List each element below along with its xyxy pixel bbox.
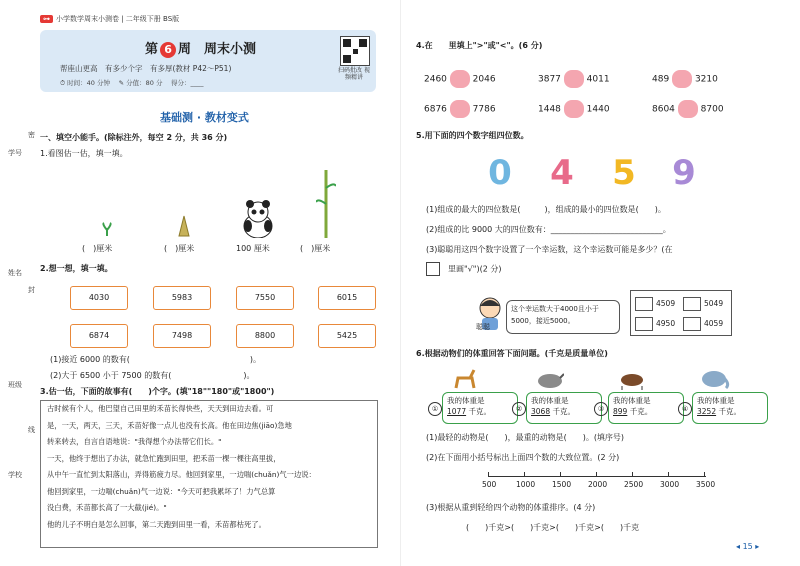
paw-blank[interactable] (564, 100, 584, 118)
score-field[interactable]: 得分：____ (171, 79, 204, 87)
small-sprout-image (100, 222, 114, 236)
digit-card: 5 (612, 153, 636, 193)
q1-sub: 1.看图估一估，填一填。 (40, 149, 128, 158)
story-line: 他回到家里，一边喘(chuǎn)气一边说："今天可把我累坏了！力气总算 (47, 486, 276, 496)
tick-label: 500 (482, 480, 497, 489)
qr-code[interactable] (340, 36, 370, 66)
bamboo-image (316, 168, 336, 240)
q2-answer-1[interactable]: (1)接近 6000 的数有( )。 (50, 355, 262, 364)
top-bar (40, 14, 179, 24)
q5-title: 5.用下面的四个数字组四位数。 (416, 131, 529, 140)
q1-answer-2[interactable]: ( )厘米 (164, 244, 195, 253)
q6-title: 6.根据动物们的体重回答下面问题。(千克是质量单位) (416, 349, 608, 358)
animal-card: 我的体重是 899 千克。 (608, 392, 684, 424)
option-checkbox[interactable] (683, 297, 701, 311)
q6-answer-1[interactable]: (1)最轻的动物是( )，最重的动物是( )。(填序号) (426, 433, 625, 442)
brand-logo: ⊶ (40, 15, 53, 23)
week-number-badge: 6 (160, 42, 176, 58)
sidebar-school: 学校 (8, 471, 22, 479)
animal-number: ② (512, 402, 526, 416)
q3-title: 3.估一估，下面的故事有( )个字。(填"18""180"或"1800") (40, 387, 275, 396)
q5-answer-1[interactable]: (1)组成的最大的四位数是( )，组成的最小的四位数是( )。 (426, 205, 666, 214)
q2-answer-2[interactable]: (2)大于 6500 小于 7500 的数有( )。 (50, 371, 255, 380)
paw-blank[interactable] (450, 100, 470, 118)
number-line[interactable] (482, 476, 716, 489)
sidebar-name: 姓名 (8, 269, 22, 277)
story-line: 没白费，禾苗都长高了一大截(jié)。" (47, 503, 167, 512)
rhino-image (536, 368, 564, 390)
section-title: 基础测 · 教材变式 (160, 111, 249, 124)
panda-image (240, 200, 276, 238)
q5-question-3: (3)聪聪用这四个数字设置了一个幸运数，这个幸运数可能是多少？(在 (426, 245, 673, 254)
compare-row: 3877 4011 (538, 70, 610, 88)
tick-label: 2500 (624, 480, 644, 489)
q2-title: 2.想一想，填一填。 (40, 264, 113, 273)
q5-question-3b: 里画"√")(2 分) (426, 262, 501, 276)
lucky-number-options: 4509 5049 4950 4059 (630, 290, 732, 336)
option-checkbox[interactable] (683, 317, 701, 331)
q1-answer-1[interactable]: ( )厘米 (82, 244, 113, 253)
week-title: 第 6 周 周末小测 (145, 42, 257, 57)
sidebar-student-id: 学号 (8, 149, 22, 157)
tick-label: 1000 (516, 480, 536, 489)
quiz-header (40, 30, 376, 92)
number-card: 7498 (153, 324, 211, 348)
series-title: 小学数学周末小测卷 | 二年级下册 BS版 (56, 15, 180, 23)
animal-number: ④ (678, 402, 692, 416)
compare-row: 2460 2046 (424, 70, 496, 88)
story-line: 他的儿子不明白是怎么回事，第二天跑到田里一看，禾苗都枯死了。 (47, 519, 266, 529)
animal-number: ③ (594, 402, 608, 416)
q5-answer-2[interactable]: (2)组成的比 9000 大的四位数有：____________________________。 (426, 225, 671, 234)
compare-row: 8604 8700 (652, 100, 724, 118)
tick-label: 3500 (696, 480, 716, 489)
qr-caption: 扫码批改 视频精讲 (338, 67, 370, 81)
paw-blank[interactable] (564, 70, 584, 88)
bamboo-shoot-image (176, 214, 192, 238)
paw-blank[interactable] (678, 100, 698, 118)
animal-card: 我的体重是 3252 千克。 (692, 392, 768, 424)
story-line: 转来转去，自言自语地说："我得想个办法帮它们长。" (47, 437, 222, 446)
score-icon: ✎ (118, 79, 125, 87)
animal-card: 我的体重是 3068 千克。 (526, 392, 602, 424)
tick-label: 3000 (660, 480, 680, 489)
paw-blank[interactable] (450, 70, 470, 88)
compare-row: 489 3210 (652, 70, 718, 88)
compare-row: 6876 7786 (424, 100, 496, 118)
clock-icon: ⏱ (60, 79, 66, 87)
number-card: 8800 (236, 324, 294, 348)
animal-card: 我的体重是 1077 千克。 (442, 392, 518, 424)
cow-image (618, 368, 646, 390)
q1-title: 一、填空小能手。(除标注外，每空 2 分，共 36 分) (40, 133, 228, 142)
digit-card: 4 (550, 153, 574, 193)
page-number: ◂ 15 ▸ (736, 542, 760, 551)
lesson-subtitle: 帮座山更高 有多少个字 有多厚(教材 P42～P51) (60, 64, 232, 73)
number-card: 4030 (70, 286, 128, 310)
sidebar-line: 线 (28, 426, 35, 434)
animal-number: ① (428, 402, 442, 416)
boy-name: 聪聪 (476, 323, 490, 331)
story-line: 从中午一直忙到太阳落山，弄得筋疲力尽。他回到家里，一边喘(chuǎn)气一边说： (47, 470, 316, 479)
elephant-image (700, 366, 730, 390)
story-line: 是，一天，两天，三天，禾苗好像一点儿也没有长高。他在田边焦(jiāo)急地 (47, 420, 292, 430)
number-card: 7550 (236, 286, 294, 310)
q1-answer-4[interactable]: ( )厘米 (300, 244, 331, 253)
speech-bubble: 这个幸运数大于4000且小于5000，接近5000。 (506, 300, 620, 334)
option-checkbox[interactable] (635, 297, 653, 311)
number-card: 6015 (318, 286, 376, 310)
story-line: 一天，他终于想出了办法，就急忙跑到田里，把禾苗一棵一棵往高里拔， (47, 453, 281, 463)
story-line: 古时候有个人，他巴望自己田里的禾苗长得快些，天天到田边去看。可 (47, 404, 274, 413)
sidebar-seal: 封 (28, 286, 35, 294)
q6-order-answer[interactable]: ( )千克>( )千克>( )千克>( )千克 (466, 523, 640, 532)
paw-blank[interactable] (672, 70, 692, 88)
tick-label: 2000 (588, 480, 608, 489)
q4-title: 4.在 里填上">"或"<"。(6 分) (416, 41, 543, 50)
q1-label-panda: 100 厘米 (236, 244, 270, 253)
checkbox-sample (426, 262, 440, 276)
compare-row: 1448 1440 (538, 100, 610, 118)
q6-question-2: (2)在下面用小括号标出上面四个数的大致位置。(2 分) (426, 453, 620, 462)
digit-card: 9 (672, 153, 696, 193)
digit-card: 0 (488, 153, 512, 193)
quiz-meta: ⏱ 时间：40 分钟 ✎ 分值：80 分 得分：____ (60, 79, 204, 87)
giraffe-image (452, 368, 478, 390)
sidebar-class: 班级 (8, 381, 22, 389)
q6-question-3: (3)根据从重到轻给四个动物的体重排序。(4 分) (426, 503, 596, 512)
story-box (40, 400, 378, 548)
option-checkbox[interactable] (635, 317, 653, 331)
number-card: 6874 (70, 324, 128, 348)
number-card: 5983 (153, 286, 211, 310)
number-card: 5425 (318, 324, 376, 348)
sidebar-secret: 密 (28, 131, 35, 139)
tick-label: 1500 (552, 480, 572, 489)
